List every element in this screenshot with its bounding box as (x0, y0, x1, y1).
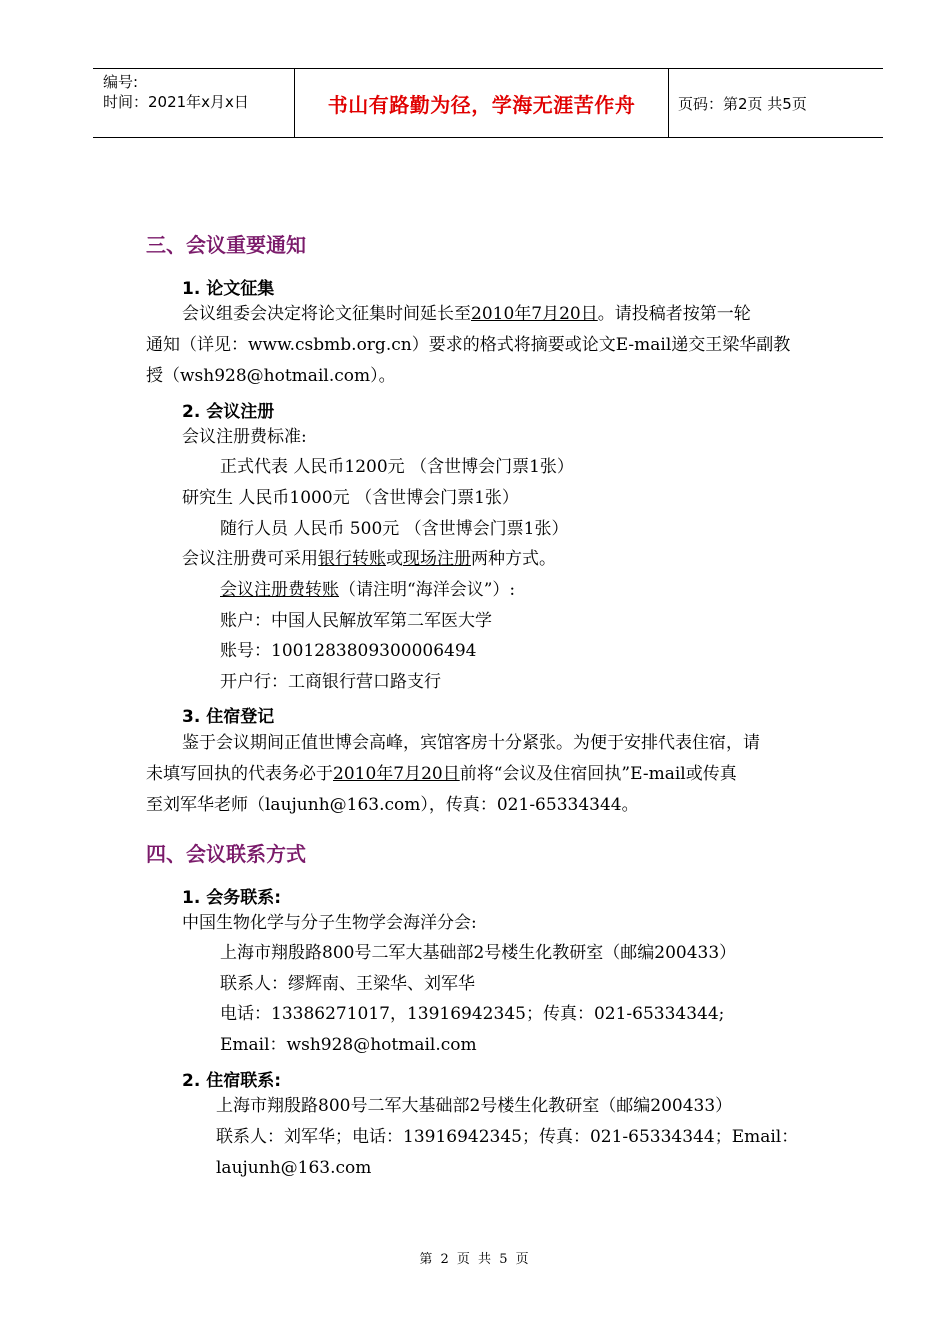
header-time-label: 时间：2021年x月x日 (103, 93, 249, 111)
header-motto: 书山有路勤为径，学海无涯苦作舟 (327, 93, 636, 117)
s3-paper-line-2: 通知（详见：www.csbmb.org.cn）要求的格式将摘要或论文E-mail递交王梁华副教 (146, 335, 791, 355)
s3-reg-fee-companion: 随行人员 人民币 500元 （含世博会门票1张） (220, 519, 569, 539)
text-span: 会议组委会决定将论文征集时间延长至 (182, 304, 471, 324)
s4-lodging-contact-title: 2. 住宿联系: (182, 1071, 282, 1091)
s3-reg-account-number: 账号：1001283809300006494 (220, 641, 477, 661)
section-3-title: 三、会议重要通知 (146, 233, 306, 257)
s4-c1-contacts: 联系人：缪辉南、王梁华、刘军华 (220, 974, 475, 994)
s3-paper-line-3: 授（wsh928@hotmail.com）。 (146, 366, 396, 386)
s3-registration-title: 2. 会议注册 (182, 402, 275, 422)
deadline-date: 2010年7月20日 (333, 764, 460, 784)
s3-reg-line-methods (182, 549, 556, 569)
text-span: 未填写回执的代表务必于 (146, 764, 333, 784)
s4-c1-org: 中国生物化学与分子生物学会海洋分会: (182, 913, 477, 933)
s3-reg-transfer-note (220, 580, 515, 600)
s3-reg-fee-regular: 正式代表 人民币1200元 （含世博会门票1张） (220, 457, 574, 477)
s3-lodging-line-2 (146, 764, 737, 784)
header-page-cell (668, 69, 883, 137)
s3-paper-call-title: 1. 论文征集 (182, 279, 275, 299)
text-span: 两种方式。 (471, 549, 556, 569)
text-span: 。请投稿者按第一轮 (597, 304, 751, 324)
s4-c1-phone-fax: 电话：13386271017，13916942345；传真：021-65334344; (220, 1004, 725, 1024)
s3-reg-bank-branch: 开户行：工商银行营口路支行 (220, 672, 441, 692)
bank-transfer-text: 银行转账 (318, 549, 386, 569)
s3-lodging-title: 3. 住宿登记 (182, 707, 275, 727)
s4-c1-address: 上海市翔殷路800号二军大基础部2号楼生化教研室（邮编200433） (220, 943, 737, 963)
s3-reg-line-1: 会议注册费标准: (182, 427, 307, 447)
s4-c1-email: Email：wsh928@hotmail.com (220, 1035, 477, 1055)
header-number-label: 编号: (103, 73, 139, 91)
text-span: （请注明“海洋会议”）: (339, 580, 516, 600)
text-span: 前将“会议及住宿回执”E-mail或传真 (459, 764, 737, 784)
s3-paper-line-1 (182, 304, 751, 324)
page-footer: 第 2 页 共 5 页 (419, 1252, 531, 1267)
s4-c2-email: laujunh@163.com (216, 1158, 372, 1178)
transfer-label: 会议注册费转账 (220, 580, 339, 600)
s3-reg-fee-student: 研究生 人民币1000元 （含世博会门票1张） (182, 488, 519, 508)
s3-lodging-line-1: 鉴于会议期间正值世博会高峰，宾馆客房十分紧张。为便于安排代表住宿，请 (182, 733, 760, 753)
section-4-title: 四、会议联系方式 (146, 842, 306, 866)
page-header (93, 68, 883, 138)
s4-c2-address: 上海市翔殷路800号二军大基础部2号楼生化教研室（邮编200433） (216, 1096, 733, 1116)
header-page-info: 页码：第2页 共5页 (678, 95, 807, 113)
header-meta-cell (93, 69, 294, 137)
s3-reg-account-name: 账户：中国人民解放军第二军医大学 (220, 611, 492, 631)
s3-lodging-line-3: 至刘军华老师（laujunh@163.com），传真：021-65334344。 (146, 795, 639, 815)
s4-conference-contact-title: 1. 会务联系: (182, 888, 282, 908)
onsite-registration-text: 现场注册 (403, 549, 471, 569)
text-span: 会议注册费可采用 (182, 549, 318, 569)
deadline-date: 2010年7月20日 (471, 304, 598, 324)
s4-c2-contact-line: 联系人：刘军华；电话：13916942345；传真：021-65334344；Email： (216, 1127, 799, 1147)
text-span: 或 (386, 549, 403, 569)
header-motto-cell (294, 69, 669, 137)
